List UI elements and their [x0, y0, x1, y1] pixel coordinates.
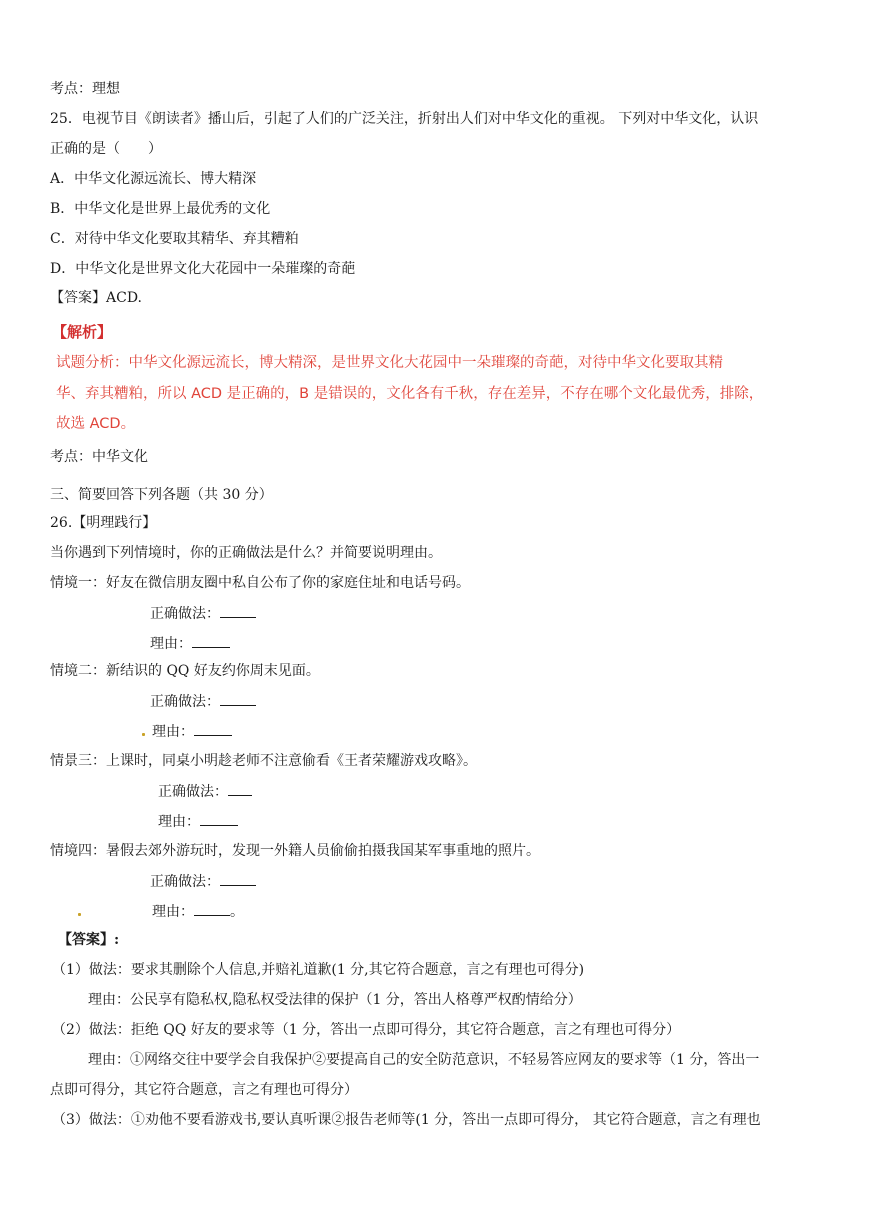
- scenario-3-reason: 理由：: [158, 811, 238, 832]
- scenario-4-practice: 正确做法：: [150, 871, 256, 892]
- scenario-2-practice: 正确做法：: [150, 691, 256, 712]
- kaodian-culture: 考点：中华文化: [50, 449, 148, 465]
- scenario-4-reason: 理由： 。: [152, 901, 244, 922]
- blank-line: [220, 603, 256, 618]
- answer-26-1-reason: 理由：公民享有隐私权,隐私权受法律的保护（1 分，答出人格尊严权酌情给分）: [88, 992, 582, 1008]
- scenario-1: 情境一：好友在微信朋友圈中私自公布了你的家庭住址和电话号码。: [50, 575, 470, 591]
- answer-26-2-practice: （2）做法：拒绝 QQ 好友的要求等（1 分，答出一点即可得分，其它符合题意，言之有理也可得分）: [52, 1022, 681, 1038]
- option-a: A．中华文化源远流长、博大精深: [50, 171, 257, 187]
- scenario-3-practice: 正确做法：: [158, 781, 252, 802]
- blank-line: [200, 811, 238, 826]
- analysis-line-2: 华、弃其糟粕，所以 ACD 是正确的，B 是错误的，文化各有千秋，存在差异，不存在哪个文化最优秀，排除，: [56, 386, 764, 402]
- blank-line: [220, 871, 256, 886]
- answer-26-2-reason: 理由：①网络交往中要学会自我保护②要提高自己的安全防范意识，不轻易答应网友的要求等（1 分，答出一: [88, 1052, 760, 1068]
- blank-line: [194, 901, 230, 916]
- blank-line: [228, 781, 252, 796]
- answer-26-2-reason-cont: 点即可得分，其它符合题意，言之有理也可得分）: [50, 1082, 358, 1098]
- option-c: C．对待中华文化要取其精华、弃其糟粕: [50, 231, 299, 247]
- analysis-heading: 【解析】: [52, 323, 113, 341]
- question-25-stem: 25．电视节目《朗读者》播山后，引起了人们的广泛关注，折射出人们对中华文化的重视。 下列对中华文化，认识: [50, 111, 759, 127]
- scenario-4: 情境四：暑假去郊外游玩时，发现一外籍人员偷偷拍摄我国某军事重地的照片。: [50, 843, 540, 859]
- scenario-2: 情境二：新结识的 QQ 好友约你周末见面。: [50, 663, 320, 679]
- stray-dot: [142, 733, 145, 736]
- question-25-stem-cont: 正确的是（ ）: [50, 141, 162, 157]
- answer-26-heading: 【答案】:: [58, 932, 120, 948]
- scenario-1-reason: 理由：: [150, 633, 230, 654]
- question-26-prompt: 当你遇到下列情境时，你的正确做法是什么？并简要说明理由。: [50, 545, 442, 561]
- answer-26-1-practice: （1）做法：要求其删除个人信息,并赔礼道歉(1 分,其它符合题意，言之有理也可得分): [52, 962, 585, 978]
- scenario-1-practice: 正确做法：: [150, 603, 256, 624]
- kaodian-ideal: 考点：理想: [50, 81, 120, 97]
- option-b: B．中华文化是世界上最优秀的文化: [50, 201, 271, 217]
- scenario-3: 情景三：上课时，同桌小明趁老师不注意偷看《王者荣耀游戏攻略》。: [50, 753, 477, 769]
- scenario-2-reason: 理由：: [152, 721, 232, 742]
- blank-line: [194, 721, 232, 736]
- stray-dot: [78, 913, 81, 916]
- blank-line: [192, 633, 230, 648]
- answer-26-3-practice: （3）做法：①劝他不要看游戏书,要认真听课②报告老师等(1 分，答出一点即可得分， 其它符合题意，言之有理也: [52, 1112, 761, 1128]
- blank-line: [220, 691, 256, 706]
- analysis-line-1: 试题分析：中华文化源远流长，博大精深，是世界文化大花园中一朵璀璨的奇葩，对待中华文化要取其精: [56, 355, 723, 371]
- answer-25: 【答案】ACD.: [50, 290, 142, 306]
- option-d: D．中华文化是世界文化大花园中一朵璀璨的奇葩: [50, 261, 356, 277]
- analysis-line-3: 故选 ACD。: [56, 416, 136, 432]
- question-26-title: 26.【明理践行】: [50, 515, 157, 531]
- section-three-heading: 三、简要回答下列各题（共 30 分）: [50, 487, 273, 503]
